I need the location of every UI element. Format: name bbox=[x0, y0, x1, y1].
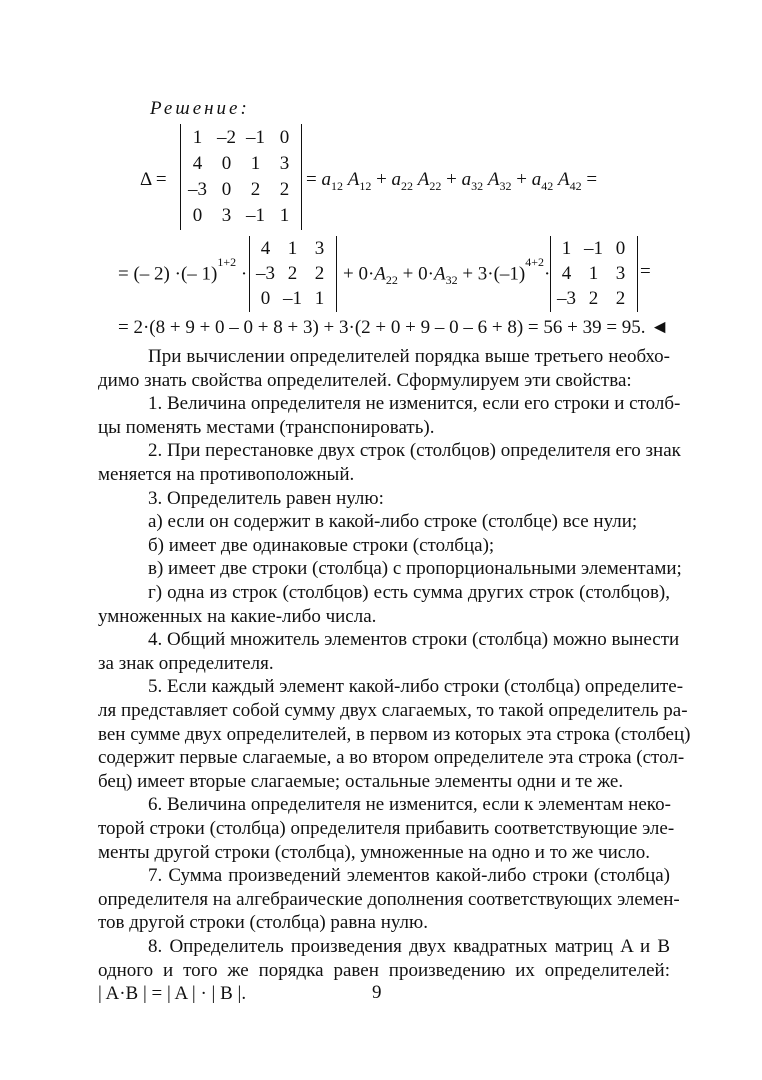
text-line: менты другой строки (столбца), умноженные на одно и то же число. bbox=[98, 841, 650, 863]
text-line: в) имеет две строки (столбца) с пропорциональными элементами; bbox=[148, 558, 682, 580]
line2-exp1: 1+2 bbox=[217, 255, 237, 269]
line2-mid: + $0\cdot A_{22} + 0\cdot A_{32} + 3\cdot(-1)^{4+2}\cdot$ bbox=[343, 255, 551, 288]
det-cell: 0 bbox=[260, 288, 271, 309]
text-line: димо знать свойства определителей. Сформулируем эти свойства: bbox=[98, 369, 632, 391]
det-cell: 0 bbox=[221, 179, 232, 200]
det-cell: –2 bbox=[217, 127, 236, 148]
text-line: б) имеет две одинаковые строки (столбца); bbox=[148, 534, 495, 556]
text-line: меняется на противоположный. bbox=[98, 464, 355, 485]
text-line: определителя на алгебраические дополнения соответствующих элемен- bbox=[98, 888, 680, 910]
det-cell: 4 bbox=[260, 238, 271, 259]
det-cell: 2 bbox=[250, 179, 261, 200]
det-cell: 1 bbox=[588, 263, 599, 284]
det-cell: 1 bbox=[250, 153, 261, 174]
text-line: тов другой строки (столбца) равна нулю. bbox=[98, 912, 428, 934]
line2-prefix-text: = (– 2) ·(– 1) bbox=[118, 263, 218, 285]
text-line: содержит первые слагаемые, а во втором определителе эта строка (стол- bbox=[98, 747, 685, 769]
text-line: 2. При перестановке двух строк (столбцов) определителя его знак bbox=[148, 440, 681, 462]
det-cell: –1 bbox=[283, 288, 302, 309]
text-line: При вычислении определителей порядка выше третьего необхо- bbox=[148, 346, 670, 367]
det-cell: 1 bbox=[279, 205, 290, 226]
text-line: одного и того же порядка равен произведению их определителей: bbox=[98, 959, 670, 981]
det-cell: 1 bbox=[314, 288, 325, 309]
det-cell: –1 bbox=[246, 127, 265, 148]
det-cell: –1 bbox=[584, 238, 603, 259]
det-cell: 2 bbox=[279, 179, 290, 200]
text-line: 5. Если каждый элемент какой-либо строки (столбца) определите- bbox=[148, 676, 684, 698]
text-line: 7. Сумма произведений элементов какой-либо строки (столбца) bbox=[148, 865, 670, 887]
det-cell: 4 bbox=[192, 153, 203, 174]
det-cell: –3 bbox=[557, 288, 576, 309]
det-cell: 1 bbox=[287, 238, 298, 259]
text-line: вен сумме двух определителей, в первом из которых эта строка (столбец) bbox=[98, 723, 691, 745]
det-cell: 3 bbox=[314, 238, 325, 259]
det-cell: 0 bbox=[192, 205, 203, 226]
det-cell: 3 bbox=[279, 153, 290, 174]
det-cell: 0 bbox=[279, 127, 290, 148]
delta-lhs: Δ = bbox=[140, 169, 167, 190]
text-line: | A·B | = | A | · | B |. bbox=[98, 983, 247, 1005]
text-line: цы поменять местами (транспонировать). bbox=[98, 416, 435, 438]
text-line: г) одна из строк (столбцов) есть сумма других строк (столбцов), bbox=[148, 582, 670, 603]
text-line: а) если он содержит в какой-либо строке (столбце) все нули; bbox=[148, 511, 638, 533]
det-cell: 1 bbox=[561, 238, 572, 259]
det-cell: 2 bbox=[588, 288, 599, 309]
main-determinant bbox=[180, 124, 302, 230]
det-cell: 0 bbox=[615, 238, 626, 259]
text-line: 3. Определитель равен нулю: bbox=[148, 487, 384, 509]
text-line: 6. Величина определителя не изменится, если к элементам неко- bbox=[148, 794, 671, 816]
text-line: ля представляет собой сумму двух слагаемых, то такой определитель ра- bbox=[98, 700, 688, 721]
line2-exp2: 4+2 bbox=[525, 255, 545, 269]
solution-label: Решение: bbox=[150, 98, 250, 119]
text-line: за знак определителя. bbox=[98, 652, 274, 674]
line2-end: = bbox=[640, 261, 651, 282]
text-line: 8. Определитель произведения двух квадратных матриц A и B bbox=[148, 936, 670, 957]
text-line: торой строки (столбца) определителя прибавить соответствующие эле- bbox=[98, 818, 675, 839]
minor1-determinant bbox=[249, 236, 337, 312]
line2-prefix bbox=[118, 255, 248, 285]
det-cell: 2 bbox=[615, 288, 626, 309]
text-line: умноженных на какие-либо числа. bbox=[98, 605, 377, 627]
det-cell: 3 bbox=[615, 263, 626, 284]
line2-dot: · bbox=[240, 263, 248, 285]
det-cell: 2 bbox=[287, 263, 298, 284]
text-line: 1. Величина определителя не изменится, если его строки и столб- bbox=[148, 393, 681, 415]
det-cell: 4 bbox=[561, 263, 572, 284]
det-cell: 2 bbox=[314, 263, 325, 284]
page-number: 9 bbox=[372, 982, 382, 1003]
det-cell: –3 bbox=[256, 263, 275, 284]
det-cell: –1 bbox=[246, 205, 265, 226]
minor2-determinant bbox=[550, 236, 638, 312]
det-cell: –3 bbox=[188, 179, 207, 200]
det-cell: 3 bbox=[221, 205, 232, 226]
expansion-rhs: = $a_{12}$ $A_{12} + a_{22}$ $A_{22} + a_{32}$ $A_{32} + a_{42}$ $A_{42}$ = bbox=[306, 169, 598, 193]
line3: = 2·(8 + 9 + 0 – 0 + 8 + 3) + 3·(2 + 0 + 9 – 0 – 6 + 8) = 56 + 39 = 95. ◄ bbox=[118, 317, 670, 338]
det-cell: 1 bbox=[192, 127, 203, 148]
text-line: бец) имеет вторые слагаемые; остальные элементы одни и те же. bbox=[98, 770, 624, 792]
text-line: 4. Общий множитель элементов строки (столбца) можно вынести bbox=[148, 629, 680, 651]
line2-dot2: · bbox=[544, 263, 551, 285]
det-cell: 0 bbox=[221, 153, 232, 174]
